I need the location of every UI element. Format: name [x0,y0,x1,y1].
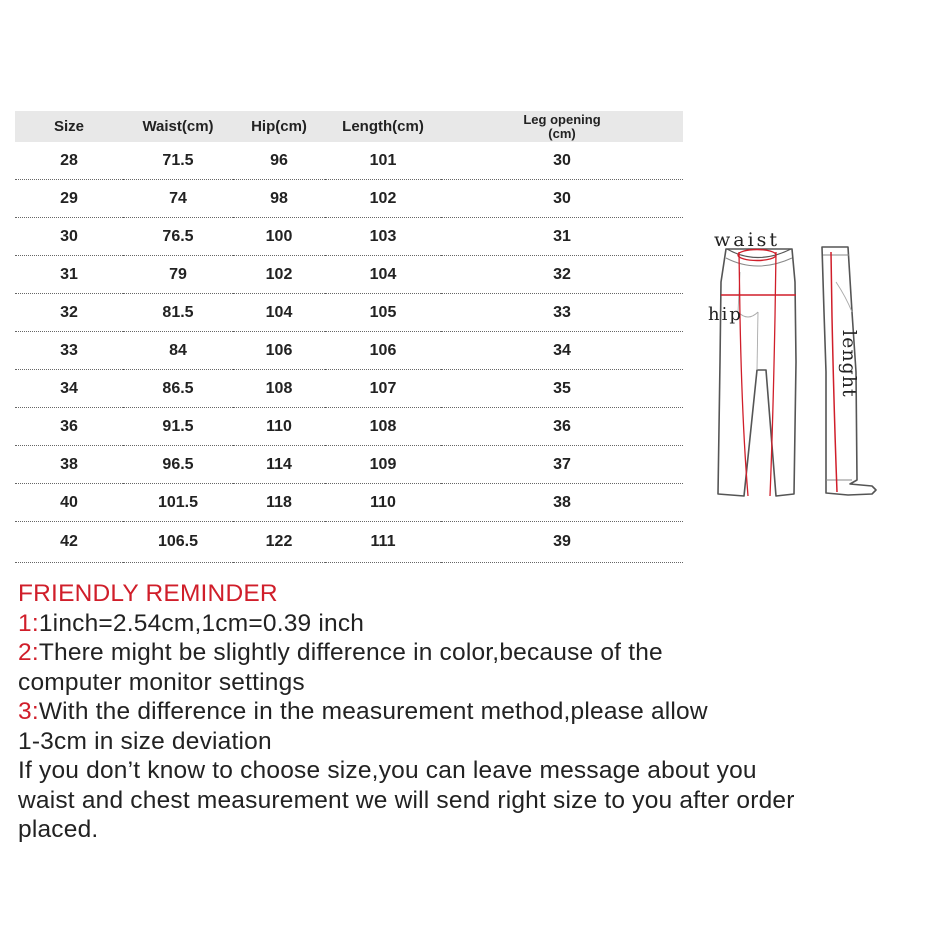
reminder-item-3 [18,697,943,727]
reminder-item-2 [18,638,943,668]
table-row [15,142,683,180]
friendly-reminder [18,579,943,845]
cell-length: 110 [325,484,441,522]
header-waist: Waist(cm) [123,111,233,142]
cell-leg-opening: 39 [441,522,683,563]
cell-waist: 71.5 [123,142,233,180]
cell-waist: 86.5 [123,370,233,408]
reminder-item-3-number: 3: [18,698,39,725]
reminder-item-3-continued: 1-3cm in size deviation [18,727,272,755]
cell-leg-opening: 32 [441,256,683,294]
cell-leg-opening: 36 [441,408,683,446]
cell-hip: 100 [233,218,325,256]
cell-hip: 108 [233,370,325,408]
cell-size: 31 [15,256,123,294]
front-pants-icon [718,249,796,496]
table-row [15,256,683,294]
cell-leg-opening: 35 [441,370,683,408]
reminder-title: FRIENDLY REMINDER [18,580,278,607]
cell-length: 104 [325,256,441,294]
header-length: Length(cm) [325,111,441,142]
cell-hip: 96 [233,142,325,180]
cell-waist: 76.5 [123,218,233,256]
table-row [15,218,683,256]
cell-length: 109 [325,446,441,484]
reminder-item-2-continued: computer monitor settings [18,668,305,696]
cell-length: 105 [325,294,441,332]
header-hip: Hip(cm) [233,111,325,142]
cell-waist: 96.5 [123,446,233,484]
closing-line-2: waist and chest measurement we will send right size to you after order [18,786,795,814]
reminder-item-2-text: There might be slightly difference in color,because of the [38,639,663,666]
cell-length: 111 [325,522,441,563]
cell-length: 108 [325,408,441,446]
cell-length: 107 [325,370,441,408]
reminder-item-2-number: 2: [18,639,39,666]
cell-leg-opening: 31 [441,218,683,256]
cell-size: 34 [15,370,123,408]
table-row [15,408,683,446]
table-row [15,522,683,563]
cell-length: 106 [325,332,441,370]
cell-size: 42 [15,522,123,563]
cell-hip: 122 [233,522,325,563]
closing-line-1: If you don’t know to choose size,you can leave message about you [18,757,757,784]
length-label: lenght [838,330,860,398]
cell-leg-opening: 37 [441,446,683,484]
cell-waist: 101.5 [123,484,233,522]
cell-leg-opening: 34 [441,332,683,370]
cell-hip: 98 [233,180,325,218]
cell-waist: 81.5 [123,294,233,332]
table-header-row [15,111,683,142]
cell-waist: 106.5 [123,522,233,563]
cell-hip: 106 [233,332,325,370]
pants-diagram [700,222,885,507]
cell-size: 33 [15,332,123,370]
cell-size: 36 [15,408,123,446]
waist-label: waist [714,229,781,251]
cell-hip: 114 [233,446,325,484]
cell-size: 32 [15,294,123,332]
cell-hip: 118 [233,484,325,522]
table-row [15,294,683,332]
cell-size: 30 [15,218,123,256]
cell-leg-opening: 33 [441,294,683,332]
table-row [15,446,683,484]
header-size: Size [15,111,123,142]
header-leg-opening-line1: Leg opening [523,111,601,127]
reminder-item-1-number: 1: [18,609,39,637]
cell-size: 38 [15,446,123,484]
closing-line-3: placed. [18,816,99,843]
cell-size: 40 [15,484,123,522]
header-leg-opening [441,111,683,142]
table-body [15,142,683,563]
table-row [15,370,683,408]
hip-label: hip [708,304,743,325]
size-chart-table [15,111,683,563]
cell-length: 103 [325,218,441,256]
cell-leg-opening: 30 [441,180,683,218]
cell-length: 101 [325,142,441,180]
reminder-item-1 [18,609,943,639]
table-row [15,332,683,370]
cell-length: 102 [325,180,441,218]
cell-size: 28 [15,142,123,180]
header-leg-opening-line2: (cm) [548,125,576,141]
cell-hip: 104 [233,294,325,332]
cell-waist: 79 [123,256,233,294]
reminder-item-3-text: With the difference in the measurement method,please allow [38,698,708,725]
cell-waist: 74 [123,180,233,218]
table-row [15,180,683,218]
cell-leg-opening: 30 [441,142,683,180]
cell-waist: 84 [123,332,233,370]
cell-hip: 110 [233,408,325,446]
reminder-item-1-text: 1inch=2.54cm,1cm=0.39 inch [38,609,365,637]
table-row [15,484,683,522]
cell-hip: 102 [233,256,325,294]
cell-leg-opening: 38 [441,484,683,522]
cell-waist: 91.5 [123,408,233,446]
cell-size: 29 [15,180,123,218]
